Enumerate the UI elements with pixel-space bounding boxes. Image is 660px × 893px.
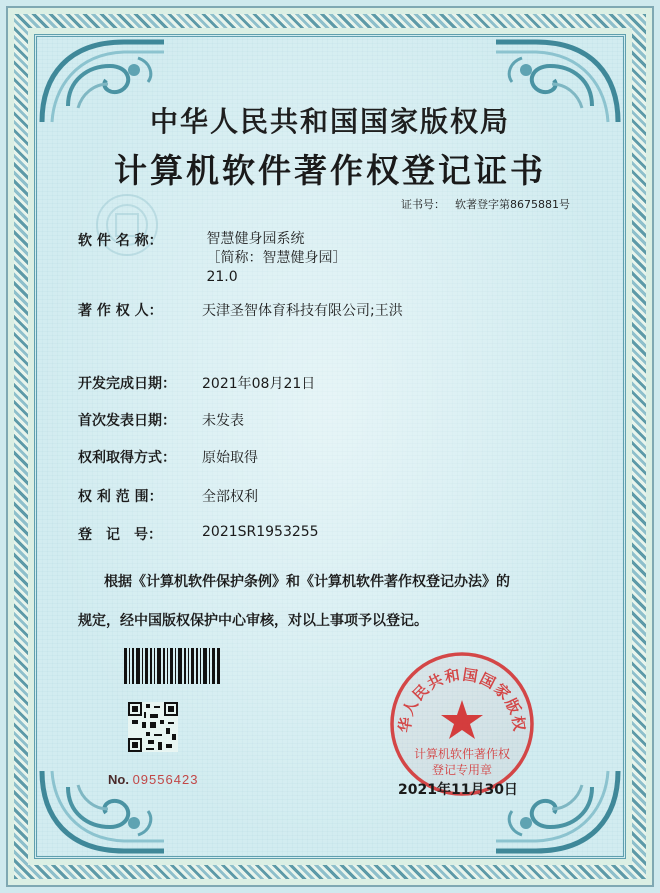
field-value [206, 230, 346, 287]
certificate-number-label: 证书号： [401, 198, 445, 211]
field-label: 登 记 号： [78, 527, 162, 543]
seal-inner-line1: 计算机软件著作权 [413, 747, 511, 761]
issue-date: 2021年11月30日 [398, 782, 518, 798]
field-label: 软 件 名 称： [78, 233, 163, 249]
software-name-line: 智慧健身园系统 [206, 231, 305, 247]
qr-code-icon [128, 702, 178, 752]
field-value: 全部权利 [202, 489, 258, 505]
serial-prefix: No. [108, 772, 129, 787]
serial-value: 09556423 [132, 772, 199, 787]
field-value: 天津圣智体育科技有限公司;王洪 [202, 303, 403, 319]
field-value: 未发表 [202, 413, 244, 429]
official-seal-icon [388, 650, 536, 798]
field-label: 权 利 范 围： [78, 489, 163, 505]
field-acquisition-method [78, 447, 258, 467]
certificate-title: 计算机软件著作权登记证书 [114, 151, 546, 190]
field-copyright-owner [78, 300, 403, 320]
field-label: 首次发表日期： [78, 413, 176, 429]
field-label: 著 作 权 人： [78, 303, 163, 319]
field-value: 2021SR1953255 [202, 524, 319, 540]
field-registration-number [78, 524, 319, 544]
certificate-number [401, 196, 570, 212]
statement-line: 规定，经中国版权保护中心审核，对以上事项予以登记。 [78, 613, 428, 629]
issuing-authority: 中华人民共和国国家版权局 [149, 105, 510, 138]
field-rights-scope [78, 486, 258, 506]
field-label: 权利取得方式： [78, 450, 176, 466]
certificate-number-value: 软著登字第8675881号 [455, 198, 570, 211]
field-value: 原始取得 [202, 450, 258, 466]
software-name-line: ［简称：智慧健身园］ [206, 250, 347, 266]
field-completion-date [78, 373, 315, 393]
serial-number [108, 772, 198, 787]
barcode-icon [124, 648, 220, 684]
statement-line: 根据《计算机软件保护条例》和《计算机软件著作权登记办法》的 [104, 574, 510, 590]
field-first-publication-date [78, 410, 244, 430]
software-name-line: 21.0 [206, 269, 238, 285]
field-value: 2021年08月21日 [202, 376, 316, 392]
field-label: 开发完成日期： [78, 376, 176, 392]
seal-inner-line2: 登记专用章 [431, 763, 493, 777]
seal-outer-text: 华人民共和国国家版权 [395, 665, 529, 734]
field-software-name [78, 230, 346, 287]
